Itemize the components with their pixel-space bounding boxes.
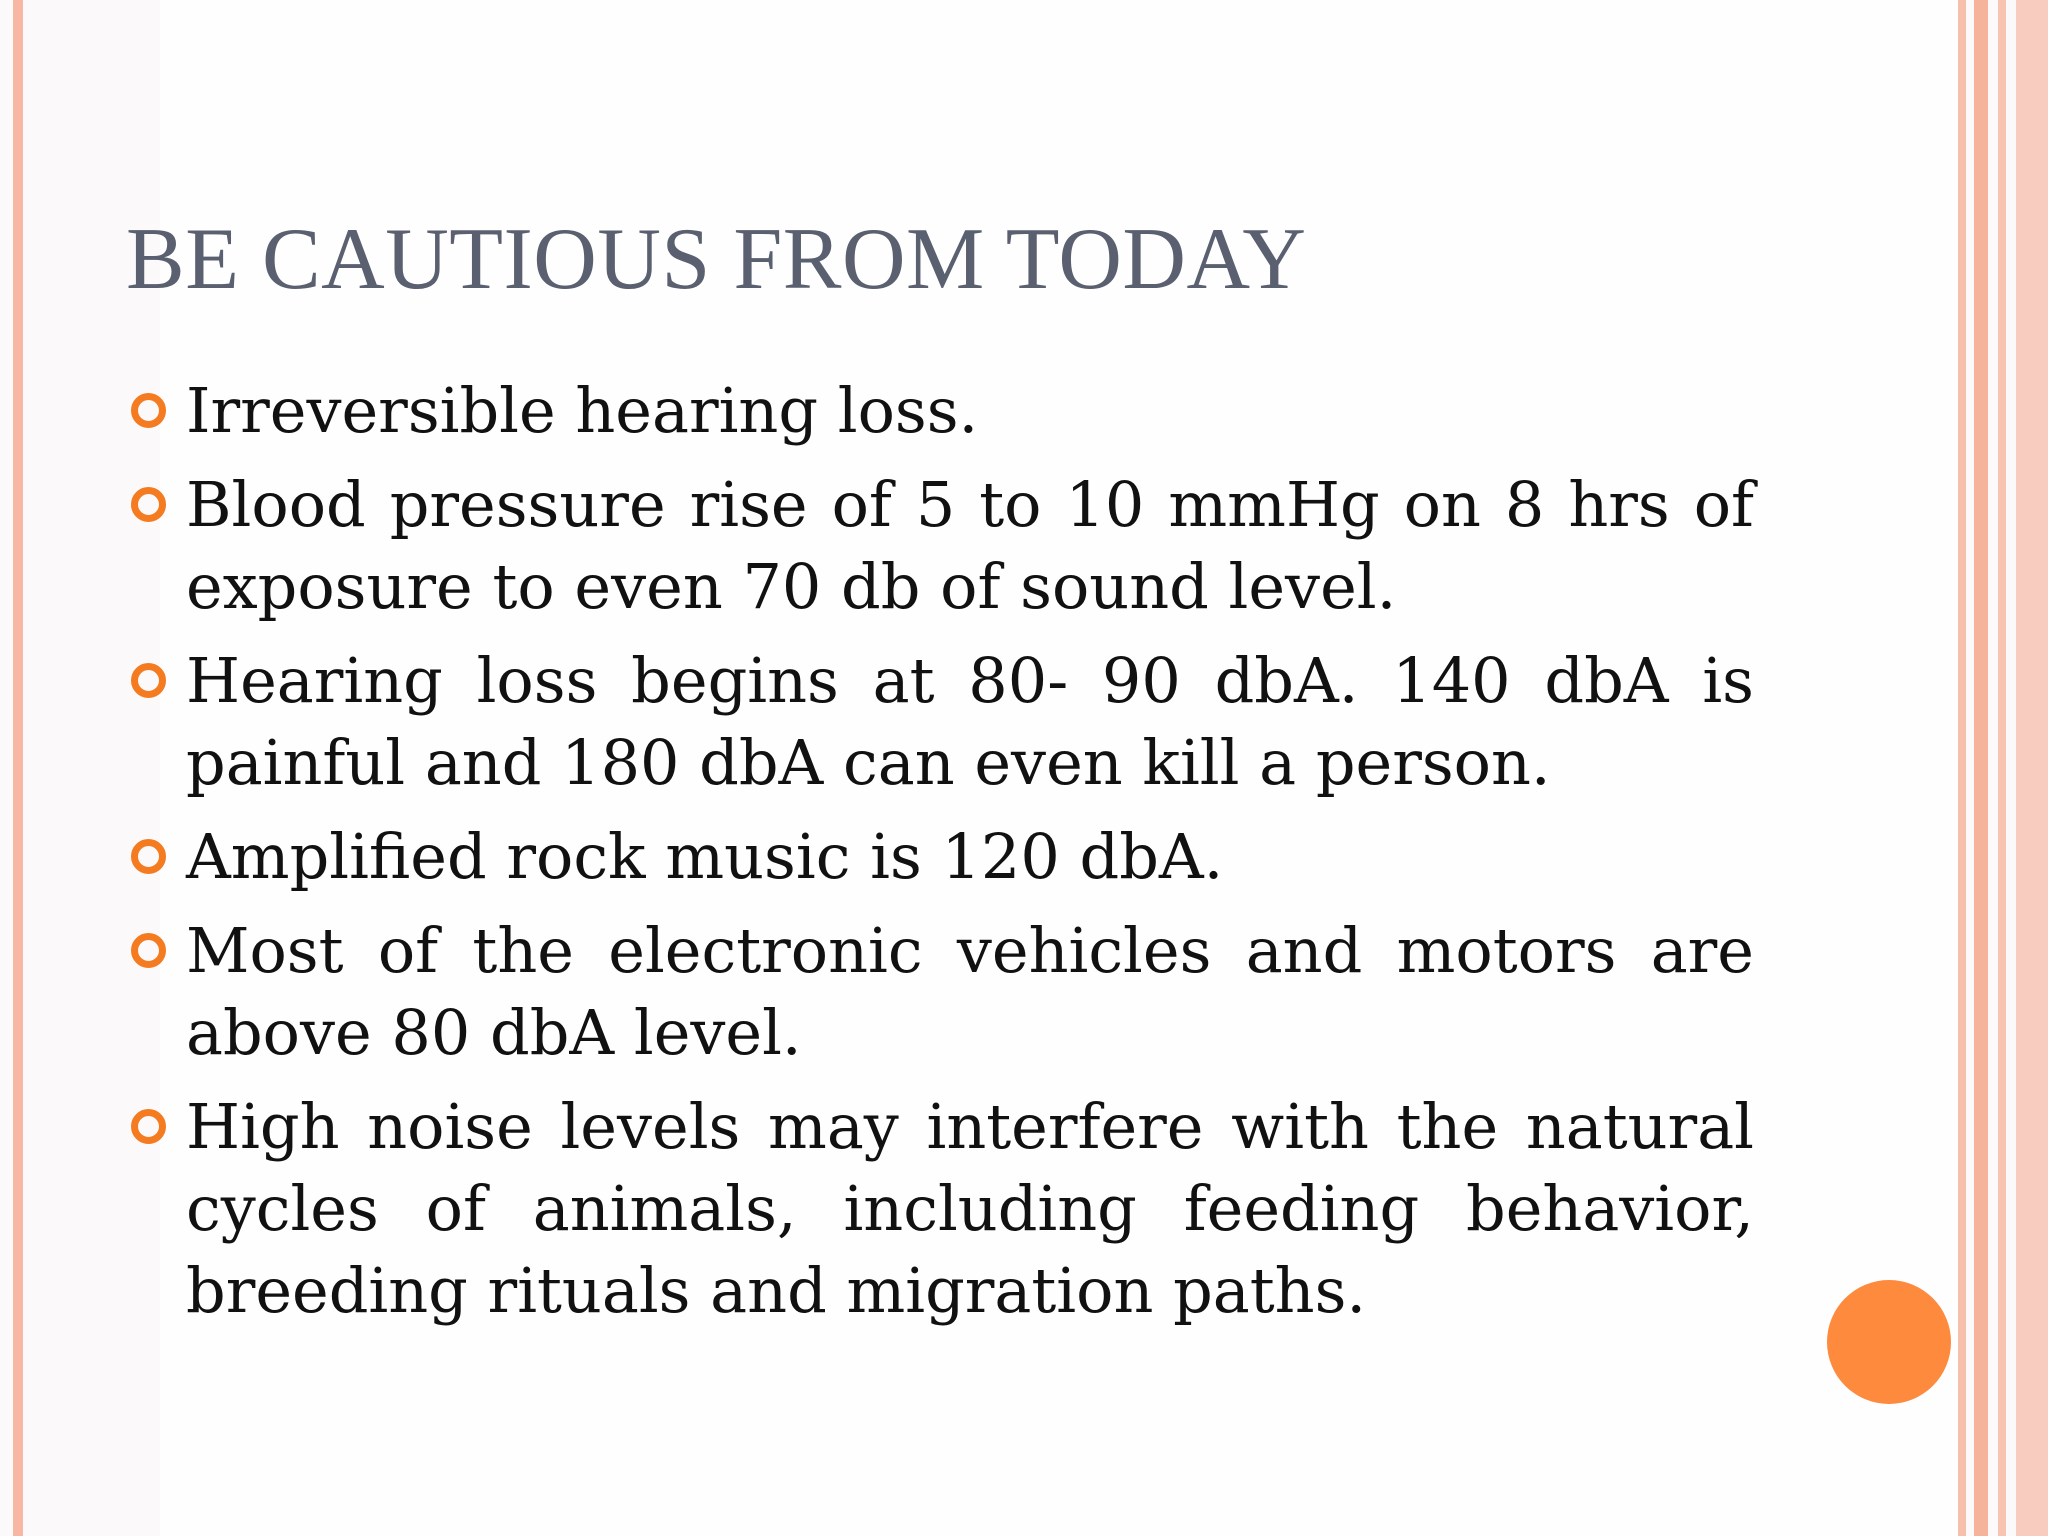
left-decorative-stripe <box>13 0 23 1536</box>
hollow-circle-bullet-icon <box>131 839 166 874</box>
orange-circle-icon <box>1827 1280 1951 1404</box>
bullet-text: High noise levels may interfere with the natural cycles of animals, including feeding behavior, breeding rituals and migration paths. <box>186 1090 1754 1327</box>
right-decorative-stripe <box>1998 0 2006 1536</box>
bullet-text: Irreversible hearing loss. <box>186 374 979 447</box>
right-decorative-stripe <box>1974 0 1988 1536</box>
hollow-circle-bullet-icon <box>131 663 166 698</box>
bullet-text: Blood pressure rise of 5 to 10 mmHg on 8 hrs of exposure to even 70 db of sound level. <box>186 468 1754 623</box>
bullet-item <box>186 1086 1754 1332</box>
bullet-text: Most of the electronic vehicles and motors are above 80 dbA level. <box>186 914 1754 1069</box>
bullet-item <box>186 464 1754 628</box>
hollow-circle-bullet-icon <box>131 393 166 428</box>
bullet-list <box>186 370 1754 1344</box>
bullet-text: Amplified rock music is 120 dbA. <box>186 820 1224 893</box>
slide-title: BE CAUTIOUS FROM TODAY <box>126 211 1307 308</box>
bullet-item <box>186 816 1754 898</box>
bullet-item <box>186 640 1754 804</box>
bullet-item <box>186 910 1754 1074</box>
bullet-text: Hearing loss begins at 80- 90 dbA. 140 dbA is painful and 180 dbA can even kill a person. <box>186 644 1754 799</box>
right-decorative-stripe <box>2016 0 2048 1536</box>
right-decorative-stripe <box>1958 0 1966 1536</box>
bullet-item <box>186 370 1754 452</box>
hollow-circle-bullet-icon <box>131 933 166 968</box>
hollow-circle-bullet-icon <box>131 487 166 522</box>
hollow-circle-bullet-icon <box>131 1109 166 1144</box>
